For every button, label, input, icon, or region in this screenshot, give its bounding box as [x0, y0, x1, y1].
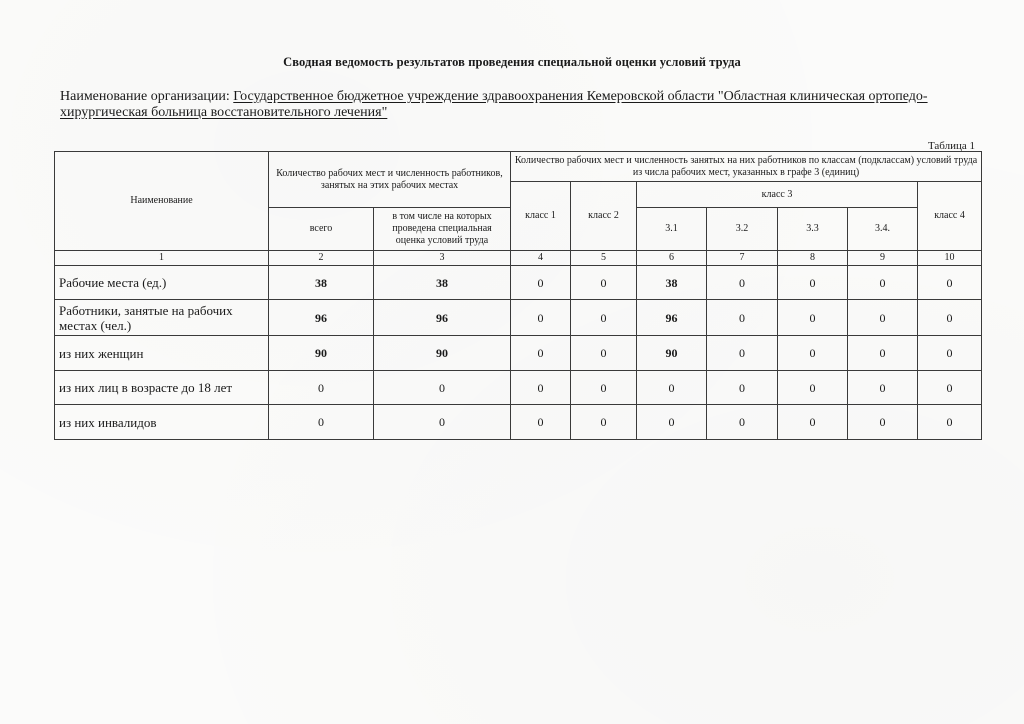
column-number: 1 [55, 251, 269, 266]
cell-value: 0 [571, 266, 637, 300]
cell-value: 0 [918, 371, 982, 405]
cell-value: 0 [918, 266, 982, 300]
cell-value: 38 [374, 266, 511, 300]
header-classes-group: Количество рабочих мест и численность занятых на них работников по классам (подклассам) условий труда из числа рабочих мест, указанных в графе 3 (единиц) [511, 152, 982, 182]
cell-value: 0 [511, 300, 571, 336]
header-name: Наименование [55, 152, 269, 251]
table-row-disabled [55, 405, 982, 440]
cell-value: 0 [269, 371, 374, 405]
table-label: Таблица 1 [927, 140, 975, 152]
cell-value: 0 [848, 266, 918, 300]
cell-value: 0 [374, 405, 511, 440]
cell-value: 96 [374, 300, 511, 336]
header-class4: класс 4 [918, 182, 982, 251]
cell-value: 0 [637, 405, 707, 440]
cell-value: 90 [374, 336, 511, 371]
cell-value: 0 [778, 405, 848, 440]
cell-value: 0 [918, 300, 982, 336]
column-number: 5 [571, 251, 637, 266]
cell-value: 0 [707, 405, 778, 440]
column-number: 7 [707, 251, 778, 266]
cell-value: 38 [637, 266, 707, 300]
table-row-workplaces [55, 266, 982, 300]
column-number: 4 [511, 251, 571, 266]
cell-value: 0 [511, 405, 571, 440]
column-number: 8 [778, 251, 848, 266]
header-workplaces-group: Количество рабочих мест и численность работников, занятых на этих рабочих местах [269, 152, 511, 208]
header-sub32: 3.2 [707, 208, 778, 251]
row-label: из них женщин [55, 336, 269, 371]
column-number: 2 [269, 251, 374, 266]
column-number: 6 [637, 251, 707, 266]
column-number: 9 [848, 251, 918, 266]
header-sub34: 3.4. [848, 208, 918, 251]
cell-value: 0 [848, 371, 918, 405]
cell-value: 0 [511, 336, 571, 371]
cell-value: 38 [269, 266, 374, 300]
cell-value: 96 [637, 300, 707, 336]
cell-value: 0 [848, 300, 918, 336]
cell-value: 0 [778, 336, 848, 371]
cell-value: 0 [778, 300, 848, 336]
cell-value: 0 [918, 336, 982, 371]
cell-value: 0 [374, 371, 511, 405]
row-label: Рабочие места (ед.) [55, 266, 269, 300]
cell-value: 90 [269, 336, 374, 371]
organization-line [60, 89, 960, 121]
column-number-row [55, 251, 982, 266]
table-row-women [55, 336, 982, 371]
cell-value: 0 [571, 371, 637, 405]
cell-value: 0 [571, 336, 637, 371]
row-label: из них инвалидов [55, 405, 269, 440]
cell-value: 0 [571, 300, 637, 336]
row-label: Работники, занятые на рабочих местах (чел.) [55, 300, 269, 336]
cell-value: 0 [511, 266, 571, 300]
column-number: 3 [374, 251, 511, 266]
cell-value: 0 [511, 371, 571, 405]
header-class3: класс 3 [637, 182, 918, 208]
document-title: Сводная ведомость результатов проведения специальной оценки условий труда [283, 55, 741, 69]
cell-value: 0 [637, 371, 707, 405]
cell-value: 0 [707, 266, 778, 300]
cell-value: 0 [778, 371, 848, 405]
cell-value: 0 [778, 266, 848, 300]
cell-value: 0 [707, 336, 778, 371]
summary-table [54, 151, 982, 440]
organization-name: Государственное бюджетное учреждение здравоохранения Кемеровской области "Областная клиническая ортопедо-хирургическая больница восстановительного лечения" [60, 89, 928, 120]
column-number: 10 [918, 251, 982, 266]
header-total: всего [269, 208, 374, 251]
cell-value: 0 [707, 300, 778, 336]
cell-value: 90 [637, 336, 707, 371]
cell-value: 0 [918, 405, 982, 440]
header-row-1 [55, 152, 982, 182]
header-assessed: в том числе на которых проведена специальная оценка условий труда [374, 208, 511, 251]
organization-label: Наименование организации: [60, 89, 234, 104]
cell-value: 0 [848, 336, 918, 371]
cell-value: 0 [707, 371, 778, 405]
cell-value: 96 [269, 300, 374, 336]
header-class2: класс 2 [571, 182, 637, 251]
row-label: из них лиц в возрасте до 18 лет [55, 371, 269, 405]
table-row-minors [55, 371, 982, 405]
cell-value: 0 [848, 405, 918, 440]
header-sub33: 3.3 [778, 208, 848, 251]
cell-value: 0 [269, 405, 374, 440]
cell-value: 0 [571, 405, 637, 440]
header-class1: класс 1 [511, 182, 571, 251]
table-row-workers [55, 300, 982, 336]
header-sub31: 3.1 [637, 208, 707, 251]
